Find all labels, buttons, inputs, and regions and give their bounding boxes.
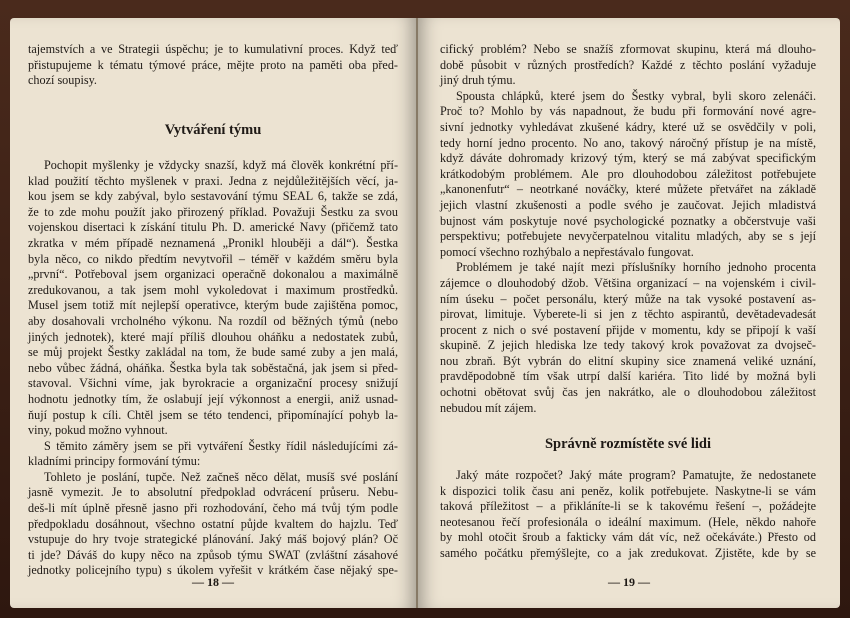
text-line: k dispozici tolik času ani peněz, kolik potřebujete. Naskytne-li se vám [440, 483, 816, 498]
text-line: klad použití těchto myšlenek v praxi. Jedna z nejdůležitějších věcí, ja- [28, 173, 398, 188]
text-line: ním úseku – počet personálu, který může na tak vysoké postavení as- [440, 291, 816, 306]
text-line: S těmito záměry jsem se při vytváření Šestky řídil následujícími zá- [44, 438, 398, 453]
right-top-text [440, 42, 816, 416]
text-line: nebudou mít zájem. [440, 400, 537, 415]
text-line: deš-li mít úplně přesně jasno při rozhodování, čeho má tvůj tým podle [28, 501, 398, 516]
text-line: pirovat, limituje. Vyberete-li si jen z těchto aspirantů, devětadevadesát [440, 307, 816, 322]
text-line: Spousta chlápků, které jsem do Šestky vybral, byli skoro zelenáči. [456, 88, 816, 103]
text-line: hodnotu jednotky tím, že oslabují její výkonnost a energii, aniž usnad- [28, 391, 398, 406]
text-line: jasně vymezit. Je to absolutní předpoklad odvrácení průseru. Nebu- [28, 485, 398, 500]
text-line: tedy horní jedno procento. No ano, takový náročný přístup je na místě, [440, 135, 816, 150]
text-line: době působit v různých prostředích? Každé z těchto poslání vyžaduje [440, 57, 816, 72]
left-top-paragraph [28, 42, 398, 89]
text-line: jejich vlastní zkušenosti a podle svého je zaučovat. Jejich mladistvá [440, 197, 816, 212]
text-line: jiný druh týmu. [440, 73, 516, 88]
right-page-number: — 19 — [608, 575, 650, 589]
text-line: aby dosahovali vrcholného výkonu. Na rozdíl od běžných týmů (nebo [28, 313, 398, 328]
text-line: ňují postup k cíli. Chtěl jsem se této tendenci, připomínající pohyb la- [28, 407, 398, 422]
text-line: chozí soupisy. [28, 73, 97, 88]
text-line: Musel jsem totiž mít nejlepší operativce, kterým bude zajištěna pomoc, [28, 298, 398, 313]
text-line: Pochopit myšlenky je vždycky snazší, když má člověk konkrétní pří- [44, 158, 398, 172]
text-line: zredukovanou, a tak jsem mohl vykoledovat i maximum prostředků. [28, 282, 398, 297]
text-line: že to zde mohu použít jako přirozený příklad. Považuji Šestku za svou [28, 204, 398, 219]
text-line: perspektivu; potřebujete nevyčerpatelnou vitalitu mladých, aby se s její [440, 229, 816, 244]
text-line: se můj projekt Šestky zakládal na tom, že bude samé zuby a jen malá, [28, 345, 398, 360]
text-line: tajemstvích a ve Strategii úspěchu; je to kumulativní proces. Když teď [28, 42, 398, 56]
text-line: pravděpodobně tím však utrpí další kariéra. Tito lidé by možná byli [440, 369, 816, 384]
text-line: bujnost vám poskytuje nové psychologické poznatky a občerstvuje vaši [440, 213, 816, 228]
text-line: nou zbraň. Být vybrán do elitní skupiny sice znamená veliké uznání, [440, 353, 816, 368]
left-heading: Vytváření týmu [164, 122, 262, 138]
text-line: kladními principy formování týmu: [28, 454, 201, 469]
text-line: sivní jednotky vyhledávat zkušené kádry, které už se osvědčily v poli, [440, 119, 816, 134]
right-heading: Správně rozmístěte své lidi [544, 436, 712, 452]
text-line: by mohl otočit šroub a fakticky vám dát víc, než očekáváte.) Přesto od [440, 530, 816, 545]
text-line: Tohleto je poslání, tupče. Než začneš něco dělat, musíš své poslání [44, 469, 398, 484]
left-page [10, 18, 416, 608]
text-line: skupině. Z jejich hlediska lze tedy takový krok považovat za dvojseč- [440, 338, 816, 353]
text-line: ochotni obětovat svůj čas jen nakrátko, ale o dlouhodobou záležitost [440, 385, 816, 400]
text-line: jiných jednotek), které mají příliš dlouhou oháňku a nedostatek zubů, [28, 329, 398, 344]
text-line: ti jde? Dáváš do kupy něco na způsob týmu SWAT (zvláštní zásahové [28, 547, 398, 562]
text-line: „kanonenfutr“ – neotrkané nováčky, které můžete přetvářet na základě [440, 182, 816, 197]
text-line: samého počátku přemýšlejte, co a jak zredukovat. Zjistěte, kde by se [440, 545, 816, 560]
text-line: Jaký máte rozpočet? Jaký máte program? Pamatujte, že nedostanete [456, 468, 816, 482]
left-body-text [28, 158, 398, 579]
text-line: kou jsem se kdy zabýval, bylo sestavování týmu SEAL 6, takže se zdá, [28, 189, 398, 204]
text-line: stavoval. Všichni víme, jak byrokracie a organizační procesy snižují [28, 376, 398, 391]
text-line: procent z nich o své postavení přijde v momentu, kdy se připojí k vaší [440, 322, 816, 337]
text-line: zájemce o dlouhodobý džob. Většina organizací – na vojenském i civil- [440, 275, 816, 290]
text-line: „první“. Potřeboval jsem organizaci operačně dokonalou a maximálně [28, 267, 398, 282]
left-page-number: — 18 — [192, 575, 234, 589]
text-line: předpokladu dosáhnout, všechno ostatní půjde kvaltem do hajzlu. Teď [28, 516, 398, 531]
right-page [418, 18, 840, 608]
text-line: Proč to? Mohlo by vás napadnout, že budu při formování nové agre- [440, 104, 816, 119]
text-line: přistupujeme k tématu týmové práce, mějte proto na paměti oba před- [28, 57, 398, 72]
text-line: zkratka v mém případě neznamená „Pronikl hlouběji a dál“). Šestka [28, 235, 398, 250]
text-line: neotesanou řečí profesionála o ideální maximum. (Hele, někdo nahoře [440, 514, 816, 529]
text-line: nebo vůbec žádná, oháňka. Šestka byla tak soběstačná, jak jsem si před- [28, 360, 398, 375]
right-body-text [440, 468, 816, 562]
text-line: když dáváte dohromady krizový tým, který se má zabývat specifickým [440, 151, 816, 166]
text-line: pomocí všechno rozhýbalo a nepřestávalo fungovat. [440, 244, 694, 259]
text-line: jednotky policejního typu) s úkolem vyřešit v krátkém čase nějaký spe- [28, 563, 398, 578]
text-line: krátkodobým problémem. Ale pro dlouhodobou záležitost potřebujete [440, 166, 816, 181]
text-line: vojenskou disertaci k získání titulu Ph. D. americké Navy (přičemž tato [28, 220, 398, 235]
text-line: vstupuje do hry tvoje strategické plánování. Jaký máš bojový plán? Oč [28, 532, 398, 547]
text-line: taková příležitost – a přikláníte-li se k takovému řešení –, požádejte [440, 499, 816, 514]
text-line: cifický problém? Nebo se snažíš zformovat skupinu, která má dlouho- [440, 42, 816, 56]
text-line: Problémem je také najít mezi příslušníky horního jednoho procenta [456, 260, 816, 275]
text-line: byla něco, co nikdo předtím nevytvořil – téměř v každém směru byla [28, 251, 398, 266]
text-line: viny, pokud možno vyhnout. [28, 423, 168, 438]
